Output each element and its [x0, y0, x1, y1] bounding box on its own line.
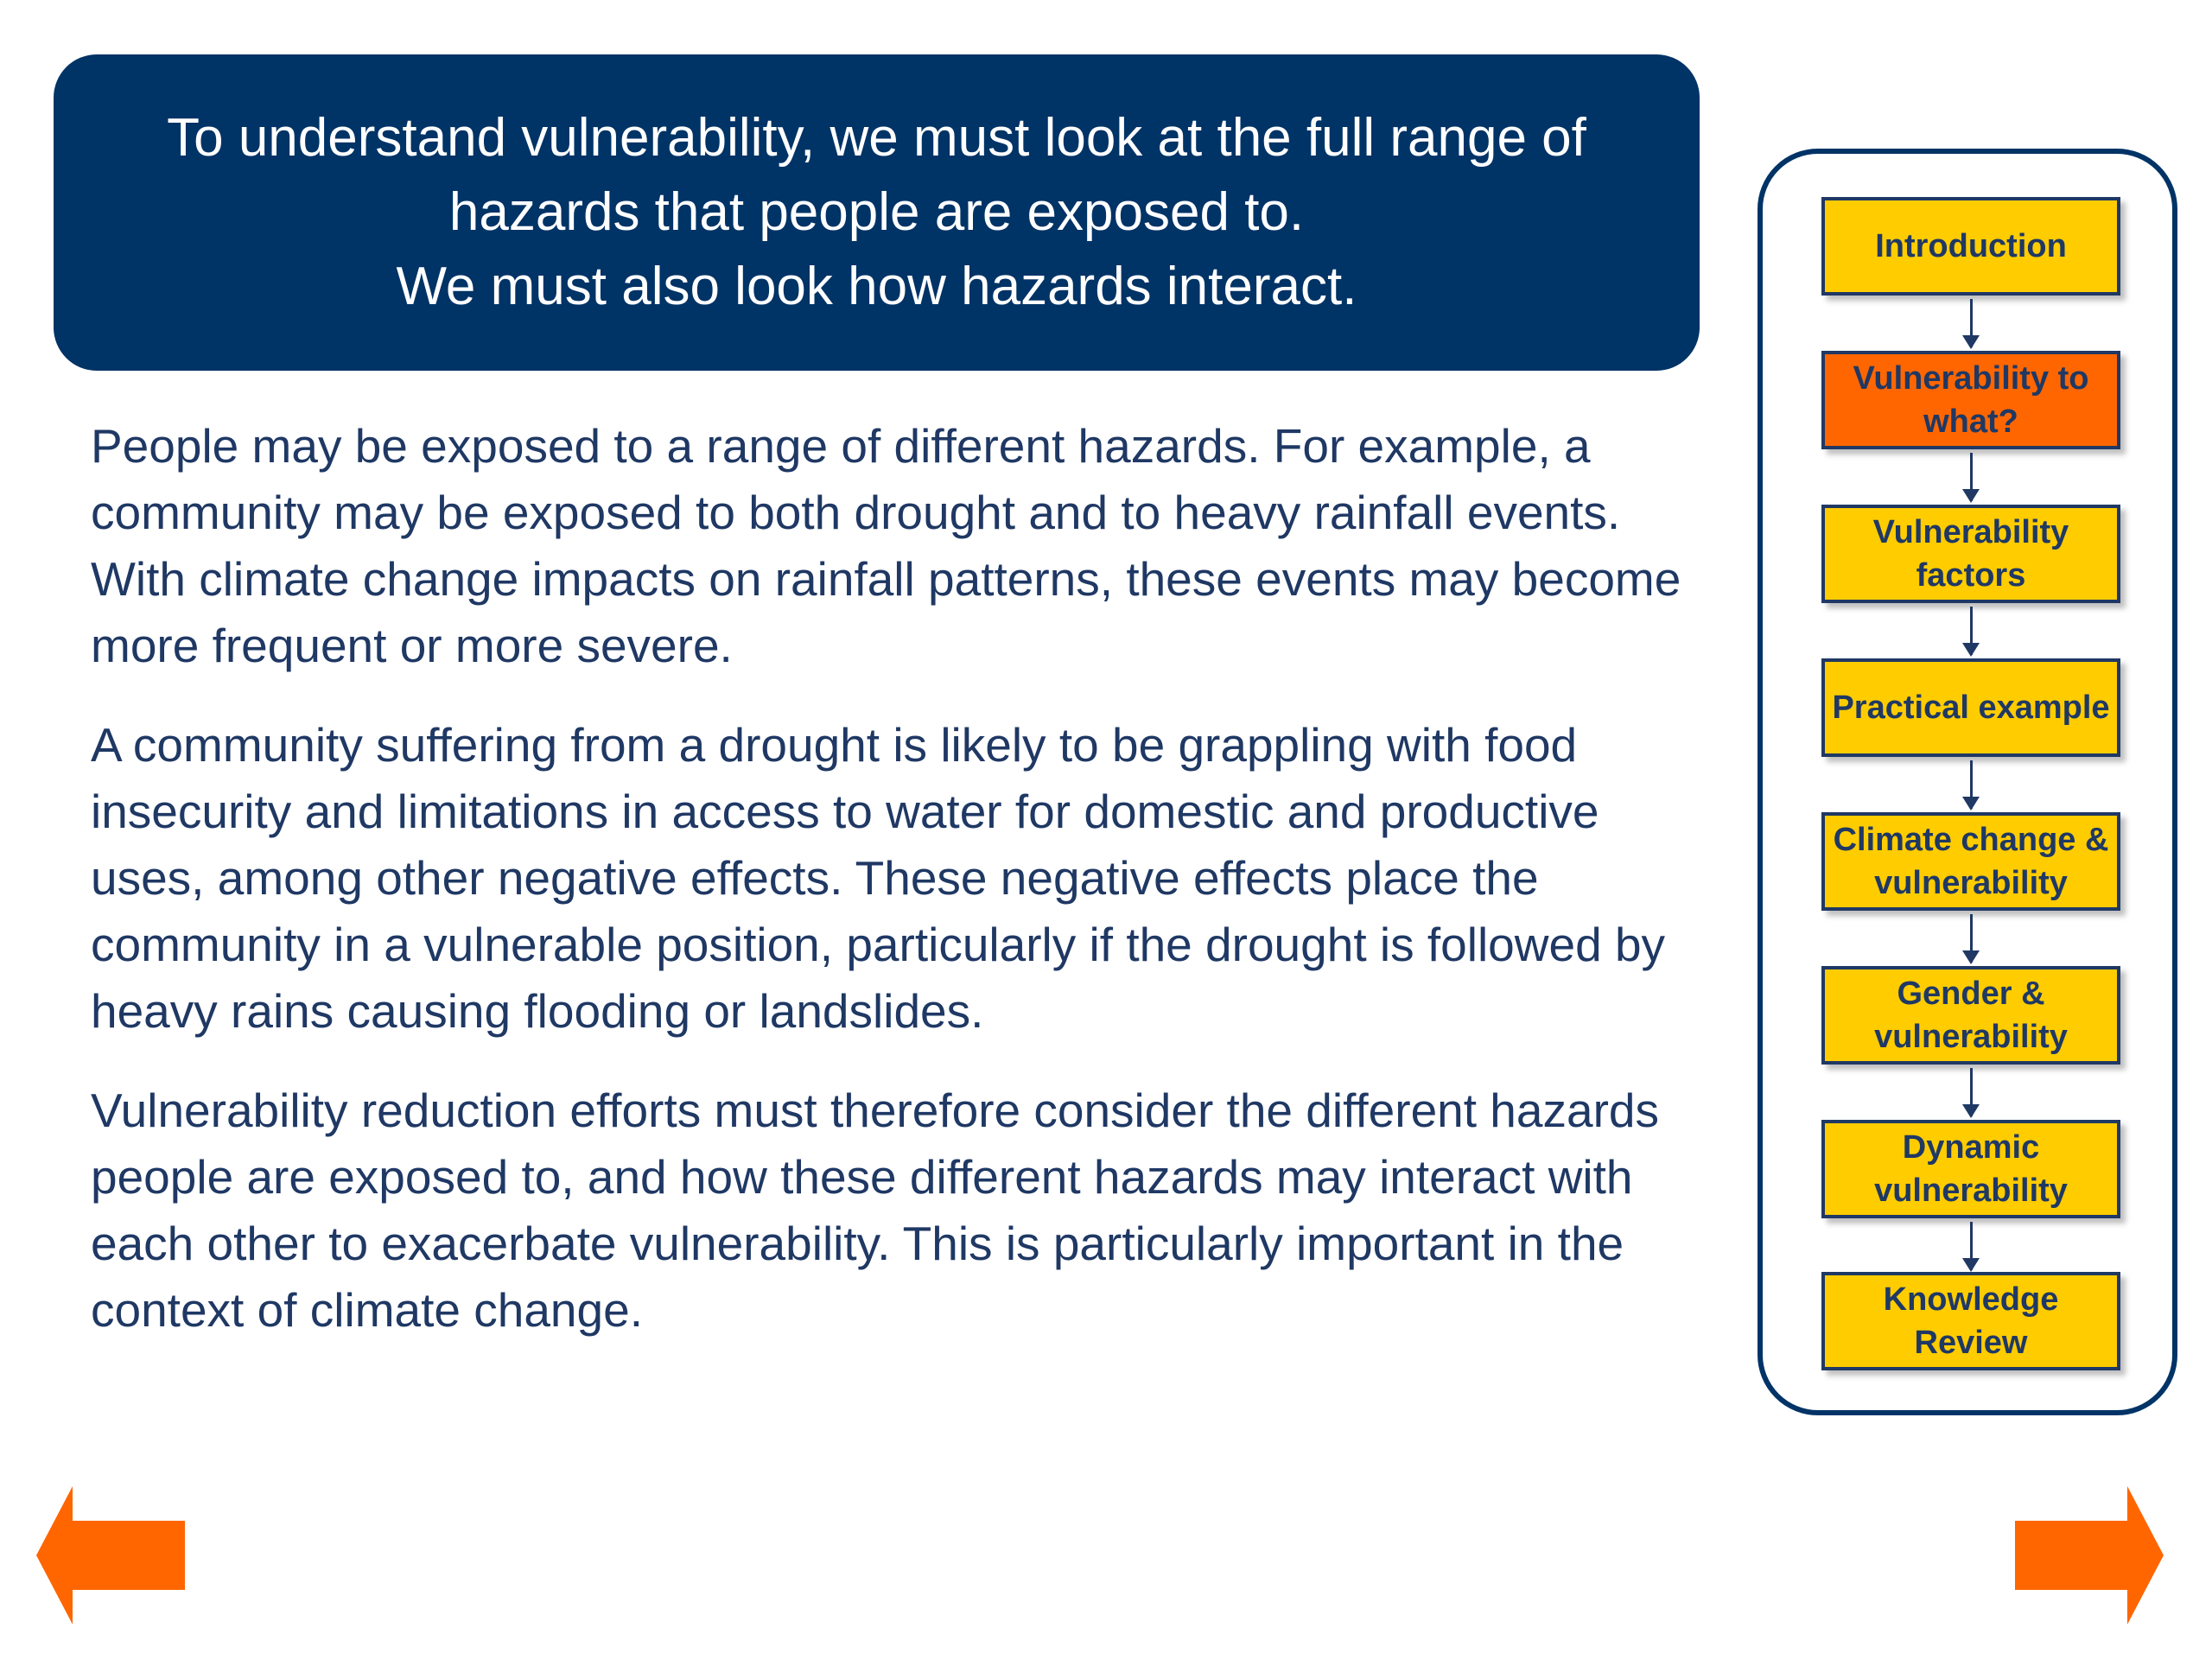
nav-item-introduction[interactable]: Introduction: [1821, 197, 2120, 296]
banner-line-2: hazards that people are exposed to.: [448, 182, 1305, 242]
banner-line-1: To understand vulnerability, we must look at the full range of: [167, 108, 1586, 168]
nav-connector: [1970, 760, 1973, 809]
nav-item-dynamic-vulnerability[interactable]: Dynamic vulnerability: [1821, 1120, 2120, 1218]
nav-item-practical-example[interactable]: Practical example: [1821, 658, 2120, 757]
arrow-left-icon[interactable]: [36, 1486, 185, 1624]
nav-connector: [1970, 1068, 1973, 1116]
nav-item-gender-vulnerability[interactable]: Gender & vulnerability: [1821, 966, 2120, 1065]
body-text: [91, 413, 1715, 1376]
nav-connector: [1970, 1222, 1973, 1270]
banner-line-3: We must also look how hazards interact.: [396, 257, 1357, 316]
nav-item-knowledge-review[interactable]: Knowledge Review: [1821, 1272, 2120, 1370]
nav-connector: [1970, 453, 1973, 501]
nav-connector: [1970, 914, 1973, 963]
nav-connector: [1970, 299, 1973, 347]
module-navigation: [1758, 149, 2177, 1415]
title-banner: [54, 54, 1700, 371]
paragraph-2: A community suffering from a drought is likely to be grappling with food insecurity and limitations in access to water for domestic and productive uses, among other negative effects. These negative effects place the community in a vulnerable position, particularly if the drought is followed by heavy rains causing flooding or landslides.: [91, 718, 1666, 1038]
nav-item-vulnerability-factors[interactable]: Vulnerability factors: [1821, 505, 2120, 603]
paragraph-3: Vulnerability reduction efforts must therefore consider the different hazards people are exposed to, and how these different hazards may interact with each other to exacerbate vulnerability. This is particularly important in the context of climate change.: [91, 1084, 1659, 1337]
nav-item-vulnerability-to-what[interactable]: Vulnerability to what?: [1821, 351, 2120, 449]
paragraph-1: People may be exposed to a range of different hazards. For example, a community may be exposed to both drought and to heavy rainfall events. With climate change impacts on rainfall patterns, these events may become more frequent or more severe.: [91, 419, 1681, 672]
nav-item-climate-change-vulnerability[interactable]: Climate change & vulnerability: [1821, 812, 2120, 911]
nav-connector: [1970, 607, 1973, 655]
arrow-right-icon[interactable]: [2015, 1486, 2164, 1624]
